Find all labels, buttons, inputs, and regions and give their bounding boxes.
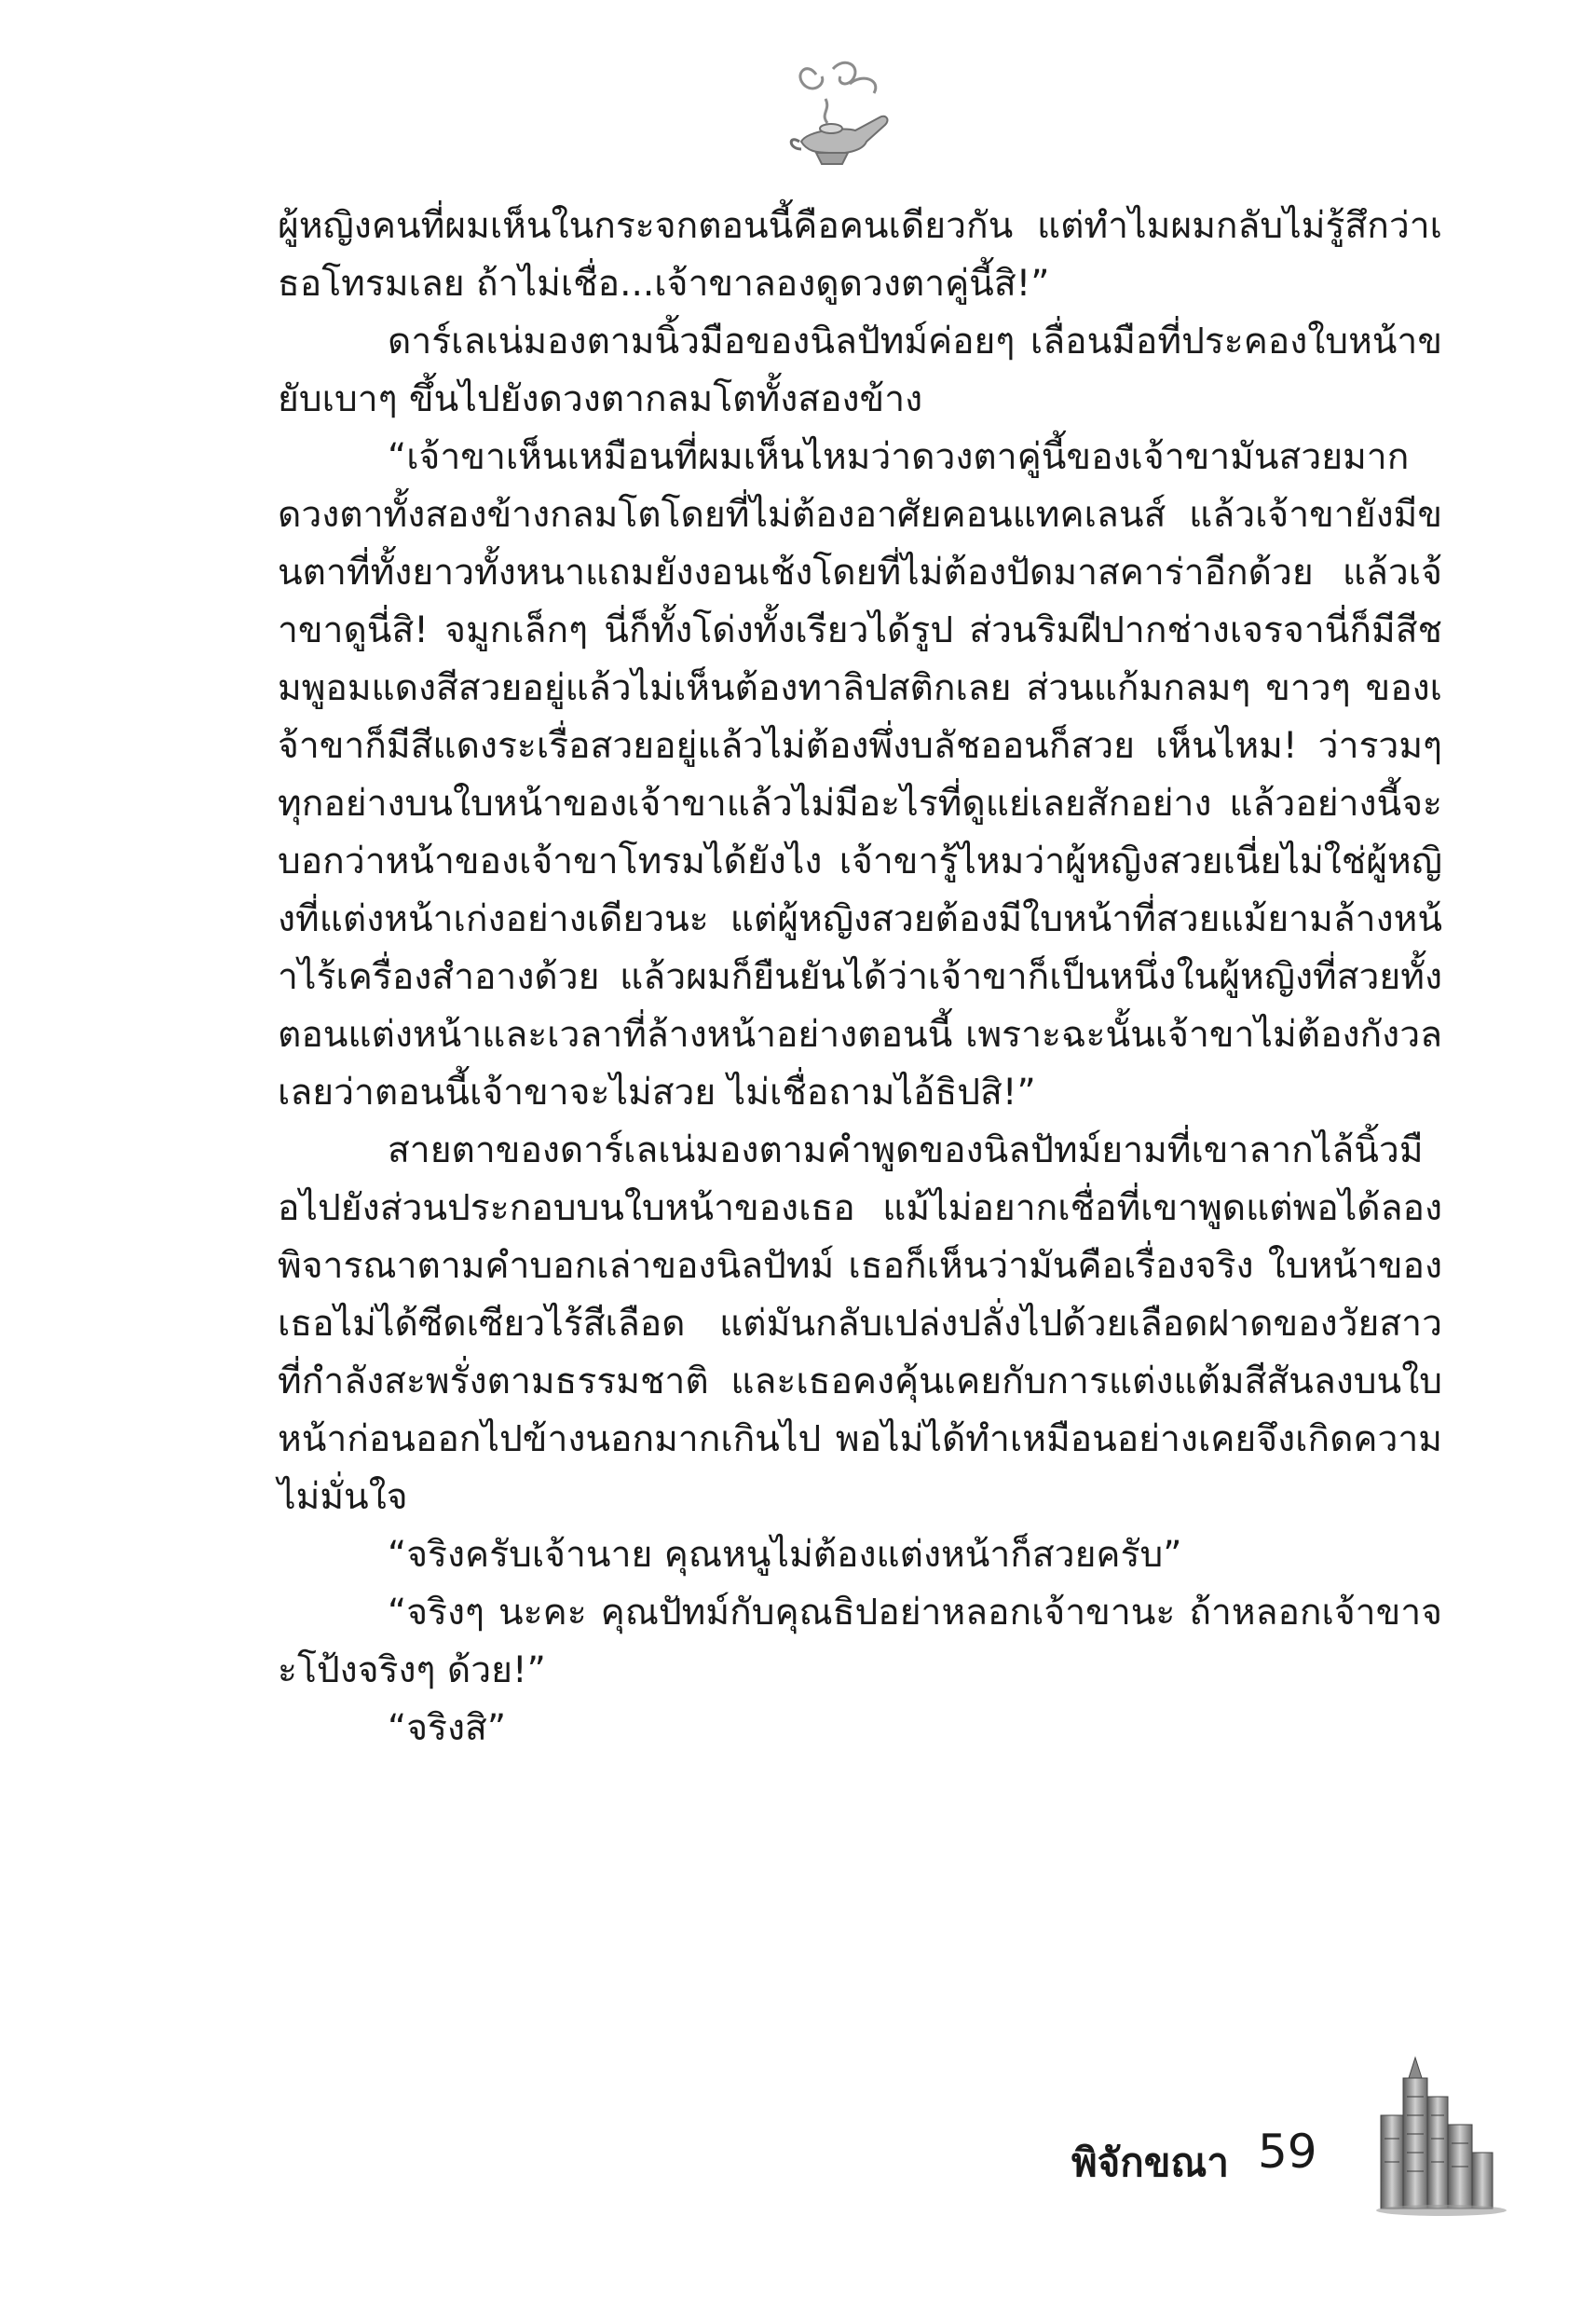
paragraph: “จริงๆ นะคะ คุณปัทม์กับคุณธิปอย่าหลอกเจ้าขานะ ถ้าหลอกเจ้าขาจะโป้งจริงๆ ด้วย!”	[278, 1592, 1442, 1691]
running-title: พิจักขณา	[1071, 2140, 1229, 2185]
paragraph: ดาร์เลเน่มองตามนิ้วมือของนิลปัทม์ค่อยๆ เลื่อนมือที่ประคองใบหน้าขยับเบาๆ ขึ้นไปยังดวงตากลมโตทั้งสองข้าง	[278, 321, 1442, 420]
paragraph: ผู้หญิงคนที่ผมเห็นในกระจกตอนนี้คือคนเดียวกัน แต่ทำไมผมกลับไม่รู้สึกว่าเธอโทรมเลย ถ้าไม่เชื่อ...เจ้าขาลองดูดวงตาคู่นี้สิ!”	[278, 205, 1442, 305]
genie-lamp-icon	[788, 56, 909, 177]
paragraph: สายตาของดาร์เลเน่มองตามคำพูดของนิลปัทม์ยามที่เขาลากไล้นิ้วมือไปยังส่วนประกอบบนใบหน้าของเธอ แม้ไม่อยากเชื่อที่เขาพูดแต่พอได้ลองพิจารณาตามคำบอกเล่าของนิลปัทม์ เธอก็เห็นว่ามันคือเรื่องจริง ใบหน้าของเธอไม่ได้ซีดเซียวไร้สีเลือด แต่มันกลับเปล่งปลั่งไปด้วยเลือดฝาดของวัยสาวที่กำลังสะพรั่งตามธรรมชาติ และเธอคงคุ้นเคยกับการแต่งแต้มสีสันลงบนใบหน้าก่อนออกไปข้างนอกมากเกินไป พอไม่ได้ทำเหมือนอย่างเคยจึงเกิดความไม่มั่นใจ	[278, 1129, 1442, 1518]
page-number: 59	[1258, 2125, 1317, 2179]
body-text	[278, 198, 1442, 1757]
page-footer	[1071, 2106, 1519, 2227]
paragraph: “จริงครับเจ้านาย คุณหนูไม่ต้องแต่งหน้าก็สวยครับ”	[388, 1534, 1182, 1576]
paragraph: “เจ้าขาเห็นเหมือนที่ผมเห็นไหมว่าดวงตาคู่นี้ของเจ้าขามันสวยมาก ดวงตาทั้งสองข้างกลมโตโดยที่ไม่ต้องอาศัยคอนแทคเลนส์ แล้วเจ้าขายังมีขนตาที่ทั้งยาวทั้งหนาแถมยังงอนเช้งโดยที่ไม่ต้องปัดมาสคาร่าอีกด้วย แล้วเจ้าขาดูนี่สิ! จมูกเล็กๆ นี่ก็ทั้งโด่งทั้งเรียวได้รูป ส่วนริมฝีปากช่างเจรจานี่ก็มีสีชมพูอมแดงสีสวยอยู่แล้วไม่เห็นต้องทาลิปสติกเลย ส่วนแก้มกลมๆ ขาวๆ ของเจ้าขาก็มีสีแดงระเรื่อสวยอยู่แล้วไม่ต้องพึ่งบลัชออนก็สวย เห็นไหม! ว่ารวมๆ ทุกอย่างบนใบหน้าของเจ้าขาแล้วไม่มีอะไรที่ดูแย่เลยสักอย่าง แล้วอย่างนี้จะบอกว่าหน้าของเจ้าขาโทรมได้ยังไง เจ้าขารู้ไหมว่าผู้หญิงสวยเนี่ยไม่ใช่ผู้หญิงที่แต่งหน้าเก่งอย่างเดียวนะ แต่ผู้หญิงสวยต้องมีใบหน้าที่สวยแม้ยามล้างหน้าไร้เครื่องสำอางด้วย แล้วผมก็ยืนยันได้ว่าเจ้าขาก็เป็นหนึ่งในผู้หญิงที่สวยทั้งตอนแต่งหน้าและเวลาที่ล้างหน้าอย่างตอนนี้ เพราะฉะนั้นเจ้าขาไม่ต้องกังวลเลยว่าตอนนี้เจ้าขาจะไม่สวย ไม่เชื่อถามไอ้ธิปสิ!”	[278, 436, 1442, 1114]
city-buildings-icon	[1371, 2050, 1511, 2218]
paragraph: “จริงสิ”	[388, 1707, 507, 1749]
